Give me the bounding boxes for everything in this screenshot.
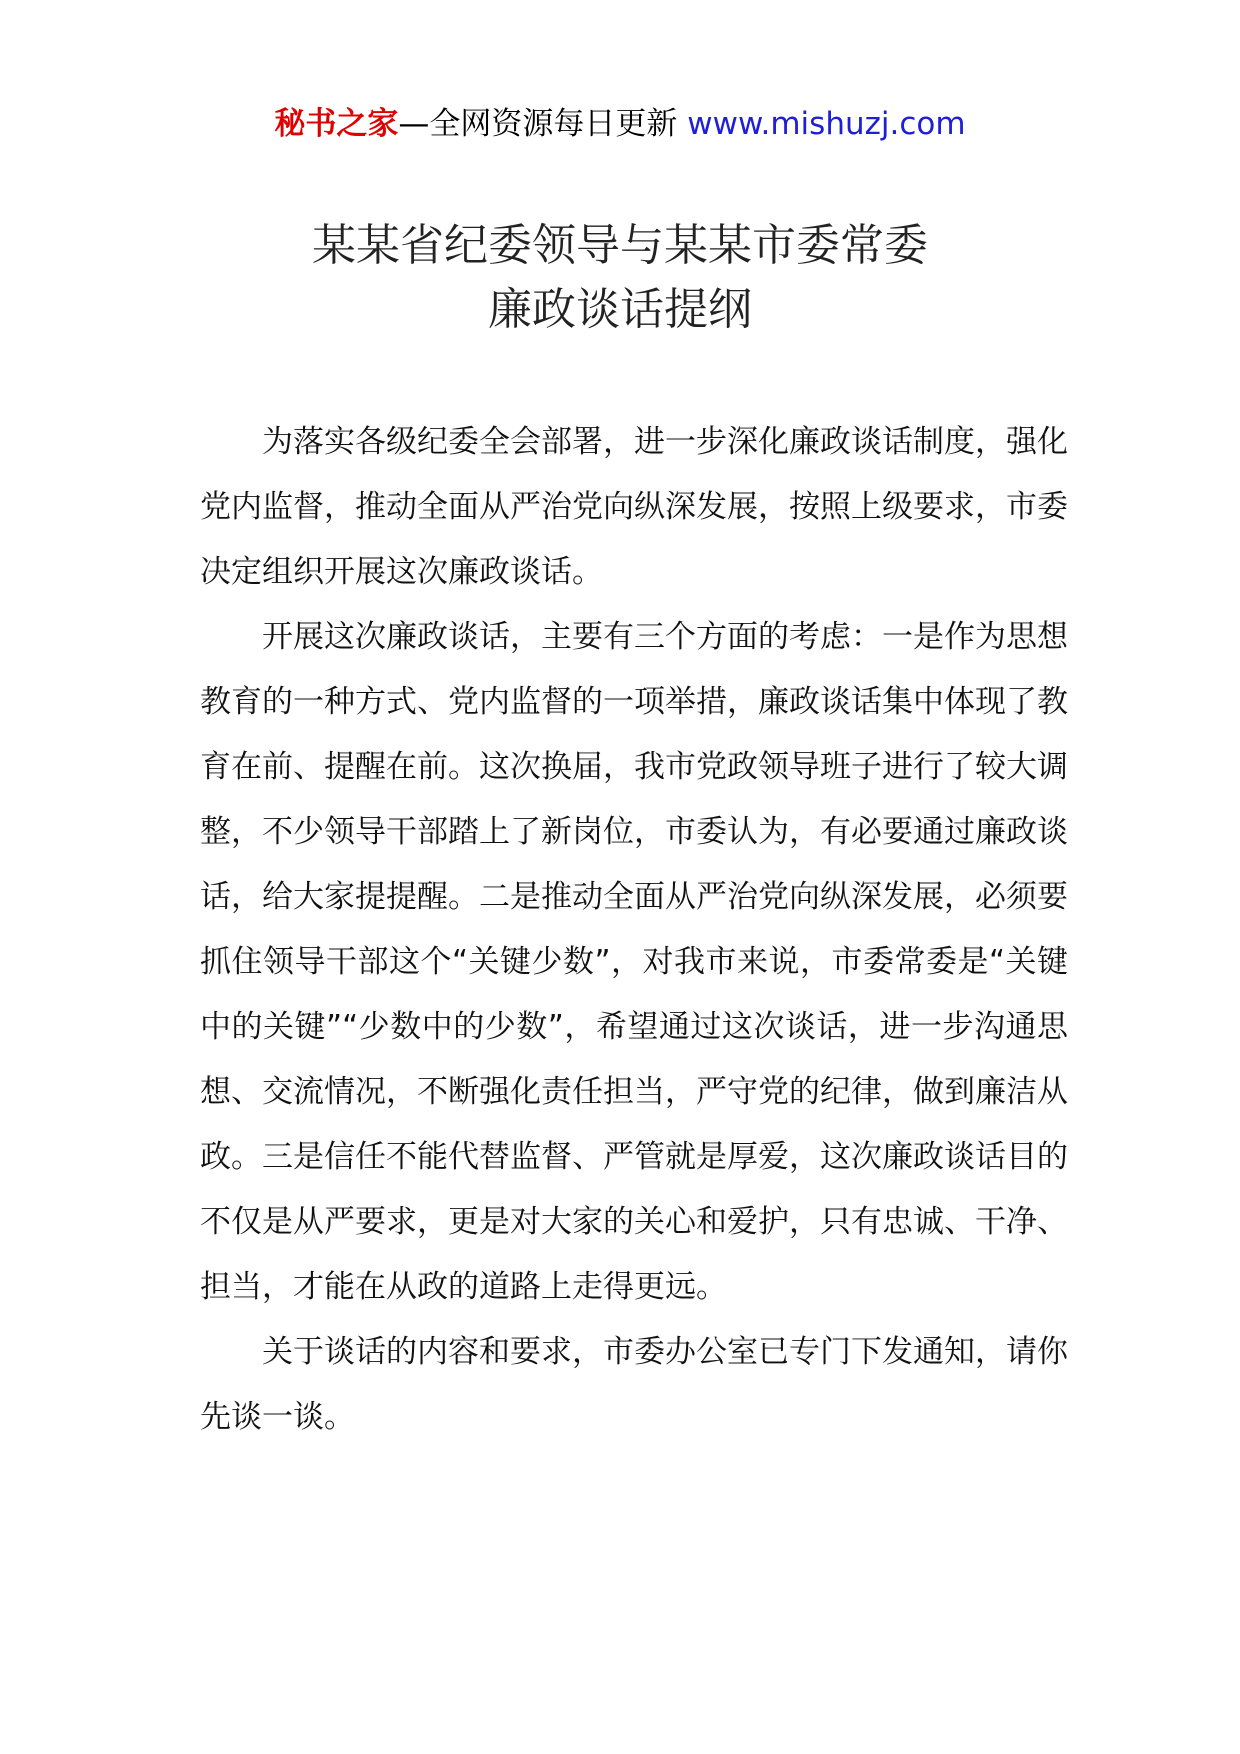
document-title-line-2: 廉政谈话提纲 (488, 284, 752, 335)
paragraph-2: 开展这次廉政谈话，主要有三个方面的考虑：一是作为思想教育的一种方式、党内监督的一项举措，廉政谈话集中体现了教育在前、提醒在前。这次换届，我市党政领导班子进行了较大调整，不少领导干部踏上了新岗位，市委认为，有必要通过廉政谈话，给大家提提醒。二是推动全面从严治党向纵深发展，必须要抓住领导干部这个“关键少数”，对我市来说，市委常委是“关键中的关键”“少数中的少数”，希望通过这次谈话，进一步沟通思想、交流情况，不断强化责任担当，严守党的纪律，做到廉洁从政。三是信任不能代替监督、严管就是厚爱，这次廉政谈话目的不仅是从严要求，更是对大家的关心和爱护，只有忠诚、干净、担当，才能在从政的道路上走得更远。 (200, 619, 1068, 1305)
site-header (0, 102, 1240, 146)
brand-name: 秘书之家 (274, 106, 399, 142)
document-body (200, 410, 1068, 1450)
paragraph-1: 为落实各级纪委全会部署，进一步深化廉政谈话制度，强化党内监督，推动全面从严治党向纵深发展，按照上级要求，市委决定组织开展这次廉政谈话。 (200, 424, 1068, 590)
document-title-line-1: 某某省纪委领导与某某市委常委 (312, 220, 928, 271)
header-slogan: —全网资源每日更新 (398, 106, 678, 142)
site-url-link[interactable]: www.mishuzj.com (687, 106, 966, 142)
paragraph-3: 关于谈话的内容和要求，市委办公室已专门下发通知，请你先谈一谈。 (200, 1334, 1068, 1435)
